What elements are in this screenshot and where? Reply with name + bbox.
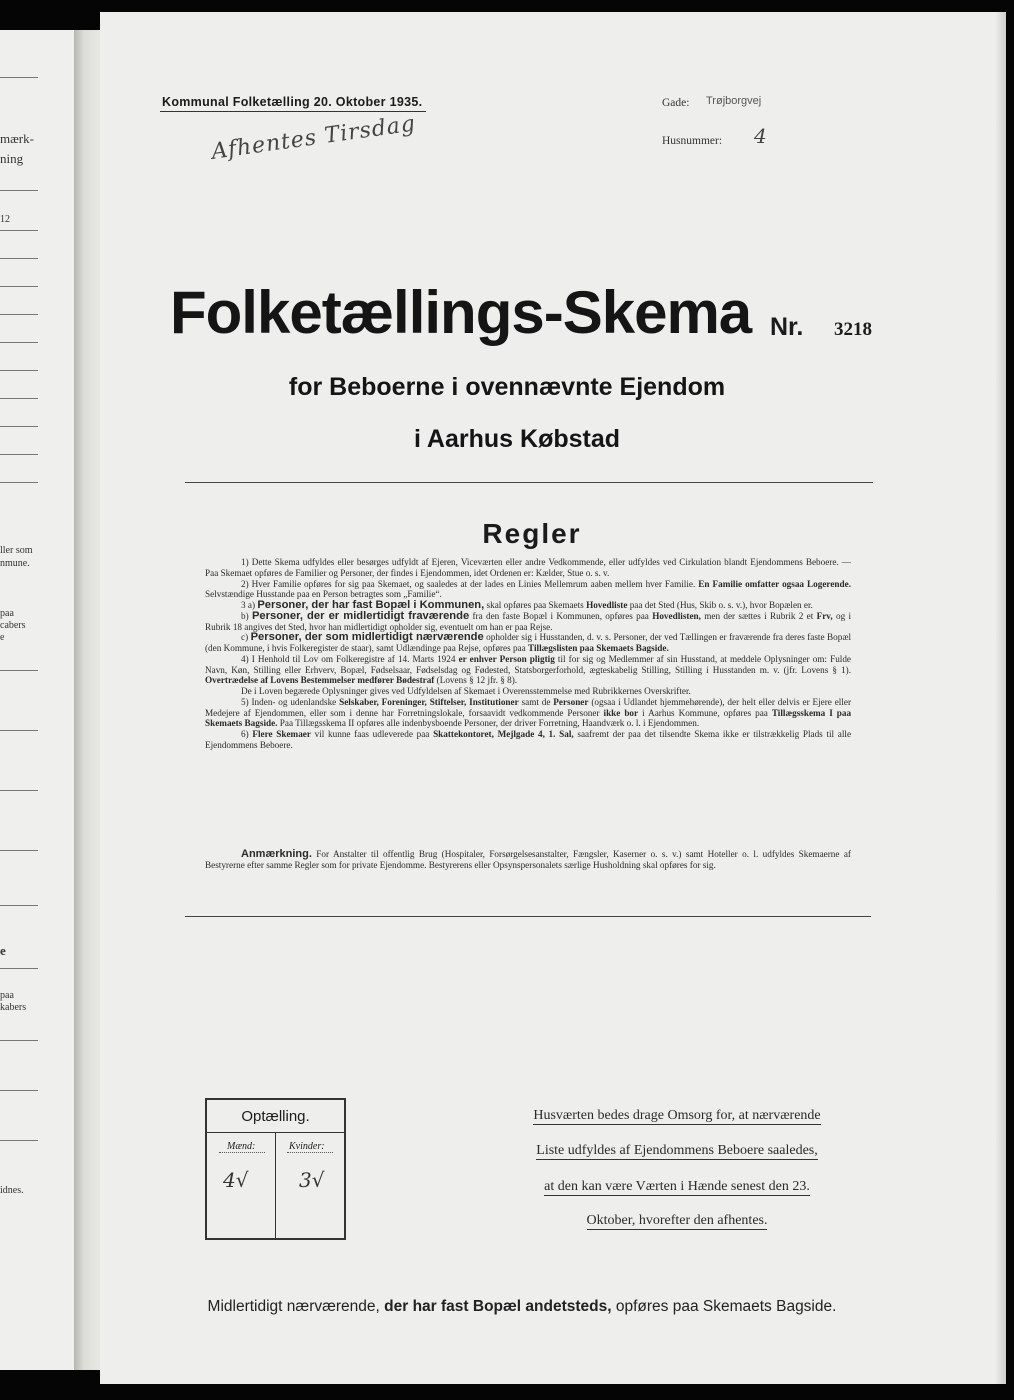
form-number: 3218 xyxy=(834,319,872,340)
men-count: 4√ xyxy=(223,1168,249,1192)
rule-4: 4) I Henhold til Lov om Folkeregistre af 14. Marts 1924 er enhver Person pligtig til for sig og Medlemmer af sin Husstand, at meddele Oplysninger om: Fulde Navn, Køn, Stilling eller Erhverv, Bopæl, Fødselsaar, Fødselsdag og Fødested, Statsborgerforhold, ægteskabelig Stilling, Stilling i Husstanden m. v. (jfr. Lovens § 1). Overtrædelse af Lovens Bestemmelser medfører Bødestraf (Lovens § 12 jfr. § 8). xyxy=(205,653,852,686)
fragment-text: paa xyxy=(0,608,14,619)
rule xyxy=(0,968,38,969)
rule xyxy=(0,258,38,259)
rules-text xyxy=(205,557,851,751)
rule-3c: c) Personer, der som midlertidigt nærværende opholder sig i Husstanden, d. v. s. Personer, der ved Tællingen er fraværende fra deres faste Bopæl (den Kommune, i hvis Folkeregister de staar), samt Udlændinge paa Rejse, opføres paa Tillægslisten paa Skemaets Bagside. xyxy=(205,631,852,653)
fragment-text: nmune. xyxy=(0,558,30,569)
rule xyxy=(0,670,38,671)
divider xyxy=(185,916,871,917)
rule xyxy=(0,730,38,731)
rule xyxy=(0,190,38,191)
remark xyxy=(205,849,851,871)
count-column-divider xyxy=(275,1132,276,1240)
rule xyxy=(0,1140,38,1141)
rule-3a: 3 a) Personer, der har fast Bopæl i Kommunen, skal opføres paa Skemaets Hovedliste paa det Sted (Hus, Skib o. s. v.), hvor Bopælen er. xyxy=(241,599,813,611)
fragment-text: idnes. xyxy=(0,1185,24,1196)
street-label: Gade: xyxy=(662,97,690,109)
rule xyxy=(0,1090,38,1091)
rule xyxy=(0,905,38,906)
fragment-text: ller som xyxy=(0,545,33,556)
form-title: Folketællings-Skema xyxy=(170,279,752,346)
remark-heading: Anmærkning. xyxy=(241,848,312,860)
rule-3b: b) Personer, der er midlertidigt fraværende fra den faste Bopæl i Kommunen, opføres paa Hovedlisten, men der sættes i Rubrik 2 et Frv, og i Rubrik 18 angives det Sted, hvor han midlertidigt opholder sig, eventuelt om han er paa Rejse. xyxy=(205,609,852,632)
women-count: 3√ xyxy=(299,1168,325,1192)
rule-6: 6) Flere Skemaer vil kunne faas udleverede paa Skattekontoret, Mejlgade 4, 1. Sal, saafremt der paa det tilsendte Skema ikke er tilstrækkelig Plads til alle Ejendommens Beboere. xyxy=(205,729,852,750)
rule xyxy=(0,370,38,371)
rule xyxy=(0,850,38,851)
fragment-text: 12 xyxy=(0,214,10,225)
owner-instruction-line: Oktober, hvorefter den afhentes. xyxy=(586,1213,768,1228)
rule-2: 2) Hver Familie opføres for sig paa Skemaet, og saaledes at der lades en Linies Mellemrum aaben mellem hver Familie. En Familie omfatter ogsaa Logerende. Selvstændige Husstande paa en Person betragtes som „Familie“. xyxy=(205,578,851,600)
women-line xyxy=(287,1152,333,1153)
fragment-text: e xyxy=(0,943,6,958)
book-gutter xyxy=(74,30,102,1370)
rule-4-continued: De i Loven begærede Oplysninger gives ved Udfyldelsen af Skemaet i Overensstemmelse med Rubrikkernes Overskrifter. xyxy=(241,686,691,696)
fragment-text: e xyxy=(0,632,5,643)
rule xyxy=(0,314,38,315)
count-title: Optælling. xyxy=(241,1108,310,1125)
street-value: Trøjborgvej xyxy=(706,95,762,107)
count-box xyxy=(205,1098,346,1240)
rule xyxy=(0,342,38,343)
owner-instruction-line: at den kan være Værten i Hænde senest den 23. xyxy=(544,1179,810,1194)
fragment-text: paa xyxy=(0,990,14,1001)
rule xyxy=(0,790,38,791)
fragment-text: ning xyxy=(0,151,24,166)
divider xyxy=(185,482,873,483)
fragment-text: mærk- xyxy=(0,131,34,146)
form-location: i Aarhus Købstad xyxy=(413,425,621,453)
men-line xyxy=(219,1152,265,1153)
rule xyxy=(0,1040,38,1041)
rule xyxy=(0,77,38,78)
women-label: Kvinder: xyxy=(289,1141,325,1152)
house-number-value: 4 xyxy=(754,124,767,148)
rule-5: 5) Inden- og udenlandske Selskaber, Foreninger, Stiftelser, Institutioner samt de Personer (ogsaa i Udlandet hjemmehørende), der helt eller delvis er Ejere eller Medejere af Ejendommen, eller som i denne har Forretningslokale, forsaavidt vedkommende Personer ikke bor i Aarhus Kommune, opføres paa Tillægsskema I paa Skemaets Bagside. Paa Tillægsskema II opføres alle indenbysboende Personer, der driver Forretning, Haandværk o. l. i Ejendommen. xyxy=(205,696,852,729)
house-number-label: Husnummer: xyxy=(662,135,723,147)
men-label: Mænd: xyxy=(227,1141,256,1152)
form-number-label: Nr. xyxy=(770,313,804,341)
rule-1: 1) Dette Skema udfyldes eller besørges udfyldt af Ejeren, Viceværten eller andre Vedkommende, eller udfyldes ved Cirkulation blandt Ejendommens Beboere. — Paa Skemaet opføres de Familier og Personer, der findes i Ejendommen, idet Ordenen er: Kælder, Stue o. s. v. xyxy=(205,557,851,578)
fragment-text: cabers xyxy=(0,620,26,631)
fragment-text: kabers xyxy=(0,1002,27,1013)
rule xyxy=(0,286,38,287)
form-subtitle: for Beboerne i ovennævnte Ejendom xyxy=(288,373,726,401)
header-underline xyxy=(160,111,426,112)
previous-page-edge xyxy=(0,30,74,1370)
owner-instruction-line: Husværten bedes drage Omsorg for, at nærværende xyxy=(533,1108,821,1123)
remark-text: For Anstalter til offentlig Brug (Hospitaler, Forsørgelsesanstalter, Fængsler, Kaserner o. s. v.) samt Hoteller o. l. udfyldes Skemaerne af Bestyrerne efter samme Regler som for private Ejendomme. Bestyrerens eller Opsynspersonalets særlige Husholdning skal opføres for sig. xyxy=(205,849,851,870)
owner-instruction-line: Liste udfyldes af Ejendommens Beboere saaledes, xyxy=(536,1143,818,1158)
footer-note: Midlertidigt nærværende, der har fast Bopæl andetsteds, opføres paa Skemaets Bagside. xyxy=(207,1298,837,1315)
census-header: Kommunal Folketælling 20. Oktober 1935. xyxy=(162,95,423,109)
rule xyxy=(0,482,38,483)
rule xyxy=(0,230,38,231)
handwritten-note: Afhentes Tirsdag xyxy=(210,111,418,165)
rules-heading: Regler xyxy=(482,518,582,549)
rule xyxy=(0,454,38,455)
